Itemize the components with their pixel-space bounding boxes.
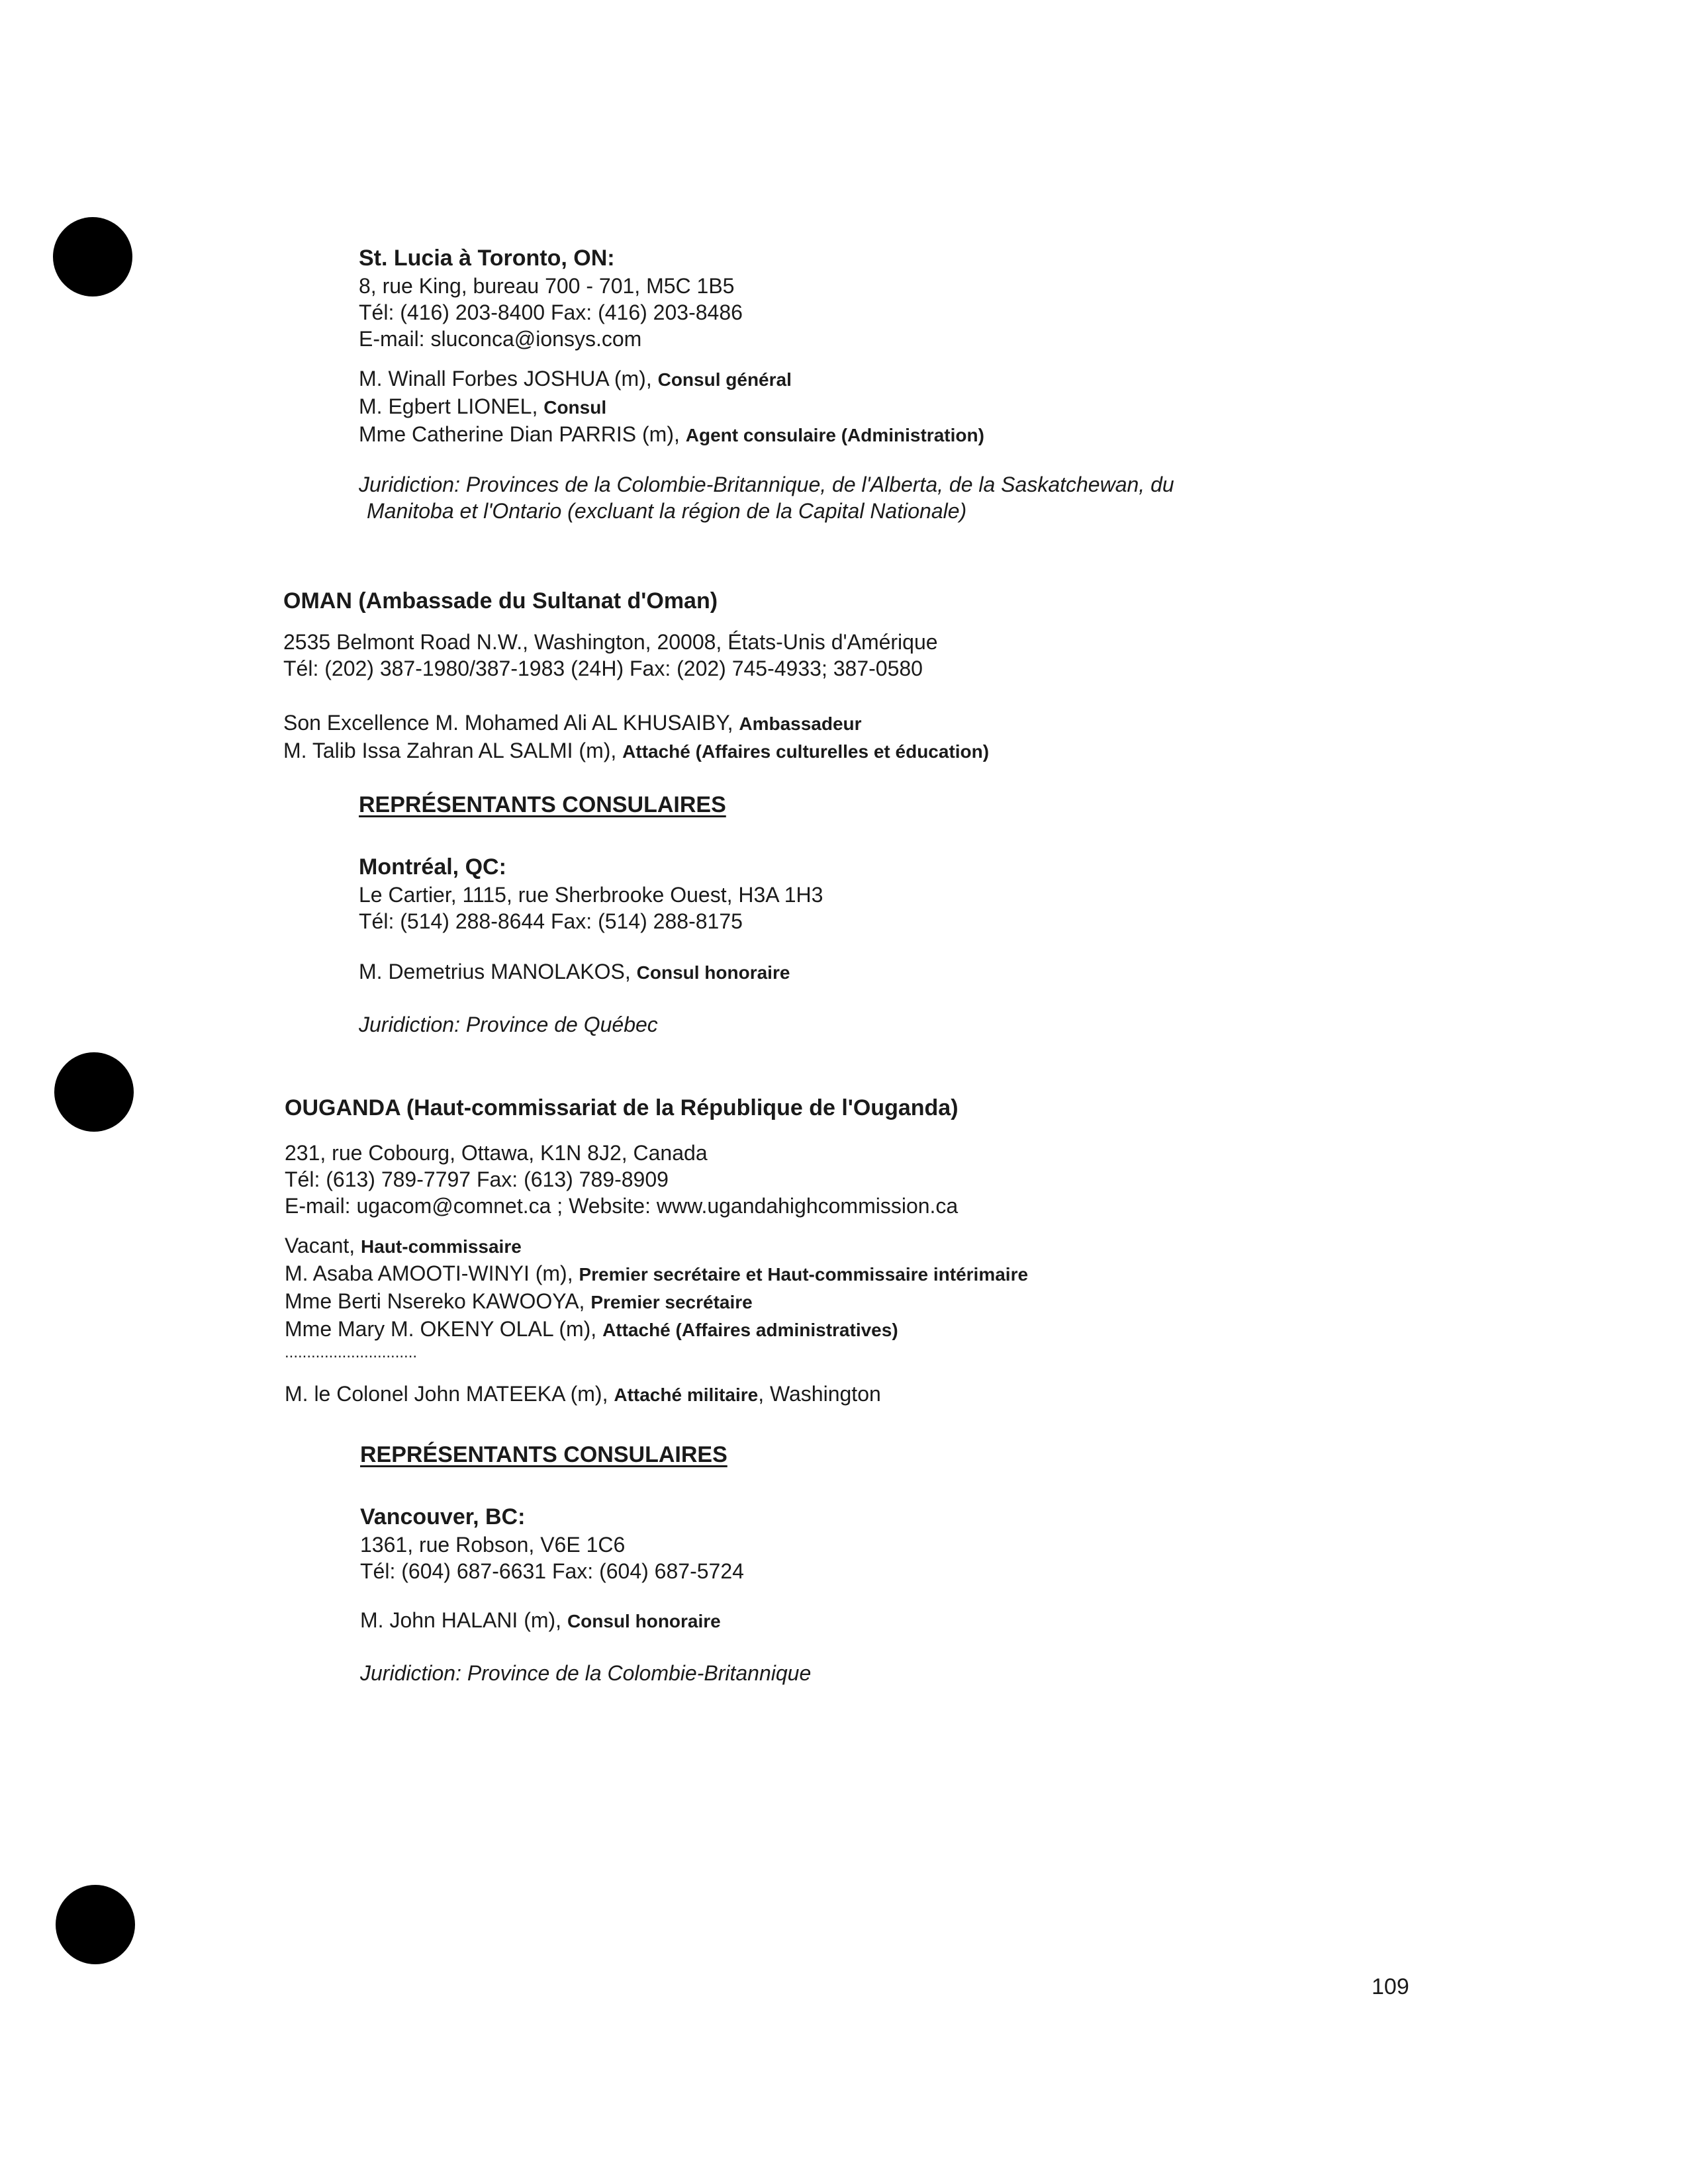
person-title: Premier secrétaire et Haut-commissaire intérimaire: [579, 1264, 1029, 1285]
ouganda-section: [285, 1093, 959, 1122]
person-line: [285, 1316, 1028, 1343]
oman-consular-heading: [359, 790, 726, 819]
person-title: Consul honoraire: [636, 962, 790, 983]
consulate-tel: Tél: (514) 288-8644 Fax: (514) 288-8175: [359, 909, 743, 933]
binder-hole-middle: [54, 1052, 134, 1132]
person-line: [359, 393, 984, 421]
jurisdiction-line: Juridiction: Province de Québec: [359, 1013, 658, 1036]
person-title: Consul général: [657, 369, 792, 390]
oman-jurisdiction: [359, 1011, 658, 1038]
ouganda-heading: OUGANDA (Haut-commissariat de la République de l'Ouganda): [285, 1095, 959, 1120]
oman-consulate: [359, 852, 823, 934]
oman-consul: [359, 958, 790, 986]
person-name: M. le Colonel John MATEEKA (m),: [285, 1382, 608, 1406]
ouganda-military-attache: [285, 1381, 881, 1408]
ouganda-consul: [360, 1607, 721, 1635]
consulate-address: Le Cartier, 1115, rue Sherbrooke Ouest, H3A 1H3: [359, 883, 823, 907]
person-line: [360, 1607, 721, 1635]
person-name: M. Asaba AMOOTI-WINYI (m),: [285, 1261, 573, 1285]
person-title: Haut-commissaire: [361, 1236, 522, 1257]
jurisdiction-line-1: Juridiction: Provinces de la Colombie-Britannique, de l'Alberta, de la Saskatchewan, du: [359, 473, 1174, 496]
binder-hole-bottom: [56, 1885, 135, 1964]
oman-contact: [283, 629, 938, 682]
person-line: [285, 1260, 1028, 1288]
oman-heading: OMAN (Ambassade du Sultanat d'Oman): [283, 588, 718, 614]
ouganda-jurisdiction: [360, 1660, 811, 1686]
stlucia-contact-block: [359, 244, 743, 352]
stlucia-address: 8, rue King, bureau 700 - 701, M5C 1B5: [359, 274, 735, 298]
person-title: Agent consulaire (Administration): [685, 425, 984, 445]
stlucia-persons: [359, 365, 984, 449]
consular-heading: REPRÉSENTANTS CONSULAIRES: [360, 1442, 727, 1467]
person-name: M. Demetrius MANOLAKOS,: [359, 960, 631, 983]
jurisdiction-line-2: Manitoba et l'Ontario (excluant la région de la Capital Nationale): [367, 499, 967, 523]
person-line: [359, 365, 984, 393]
person-title: Attaché militaire: [614, 1385, 759, 1405]
person-title: Consul: [543, 397, 607, 418]
person-name: M. Winall Forbes JOSHUA (m),: [359, 367, 652, 390]
person-title: Attaché (Affaires culturelles et éducation): [622, 741, 990, 762]
person-name: Mme Berti Nsereko KAWOOYA,: [285, 1289, 585, 1313]
oman-section: [283, 586, 718, 615]
dotted-separator: ..............................: [285, 1343, 418, 1361]
person-name: Mme Mary M. OKENY OLAL (m),: [285, 1317, 597, 1341]
ouganda-tel: Tél: (613) 789-7797 Fax: (613) 789-8909: [285, 1167, 669, 1191]
consulate-address: 1361, rue Robson, V6E 1C6: [360, 1533, 626, 1557]
person-location: , Washington: [758, 1382, 881, 1406]
binder-hole-top: [53, 217, 132, 296]
person-title: Consul honoraire: [567, 1611, 721, 1631]
person-title: Attaché (Affaires administratives): [602, 1320, 898, 1340]
person-line: [283, 737, 989, 765]
person-name: M. John HALANI (m),: [360, 1608, 562, 1632]
person-line: [285, 1288, 1028, 1316]
ouganda-consulate: [360, 1502, 744, 1584]
oman-tel: Tél: (202) 387-1980/387-1983 (24H) Fax: (202) 745-4933; 387-0580: [283, 657, 923, 680]
consulate-tel: Tél: (604) 687-6631 Fax: (604) 687-5724: [360, 1559, 744, 1583]
person-name: Mme Catherine Dian PARRIS (m),: [359, 422, 680, 446]
person-title: Premier secrétaire: [590, 1292, 753, 1312]
person-name: M. Egbert LIONEL,: [359, 394, 538, 418]
person-name: Son Excellence M. Mohamed Ali AL KHUSAIBY,: [283, 711, 733, 735]
person-name: Vacant,: [285, 1234, 355, 1257]
oman-persons: [283, 709, 989, 765]
person-title: Ambassadeur: [739, 713, 862, 734]
ouganda-email: E-mail: ugacom@comnet.ca ; Website: www.ugandahighcommission.ca: [285, 1194, 959, 1218]
ouganda-contact: [285, 1140, 958, 1219]
ouganda-consular-heading: [360, 1440, 727, 1469]
stlucia-tel: Tél: (416) 203-8400 Fax: (416) 203-8486: [359, 300, 743, 324]
consulate-city: Montréal, QC:: [359, 854, 506, 880]
jurisdiction-line: Juridiction: Province de la Colombie-Britannique: [360, 1661, 812, 1685]
oman-address: 2535 Belmont Road N.W., Washington, 20008, États-Unis d'Amérique: [283, 630, 938, 654]
stlucia-jurisdiction: [359, 471, 1174, 524]
person-name: M. Talib Issa Zahran AL SALMI (m),: [283, 739, 617, 762]
person-line: [285, 1232, 1028, 1260]
person-line: [359, 958, 790, 986]
person-line: [285, 1381, 881, 1408]
page-number: 109: [1372, 1974, 1409, 1999]
person-line: [359, 421, 984, 449]
stlucia-email: E-mail: sluconca@ionsys.com: [359, 327, 642, 351]
ouganda-address: 231, rue Cobourg, Ottawa, K1N 8J2, Canada: [285, 1141, 708, 1165]
stlucia-heading: St. Lucia à Toronto, ON:: [359, 246, 615, 271]
person-line: [283, 709, 989, 737]
consular-heading: REPRÉSENTANTS CONSULAIRES: [359, 792, 726, 817]
ouganda-persons: [285, 1232, 1028, 1362]
consulate-city: Vancouver, BC:: [360, 1504, 526, 1529]
